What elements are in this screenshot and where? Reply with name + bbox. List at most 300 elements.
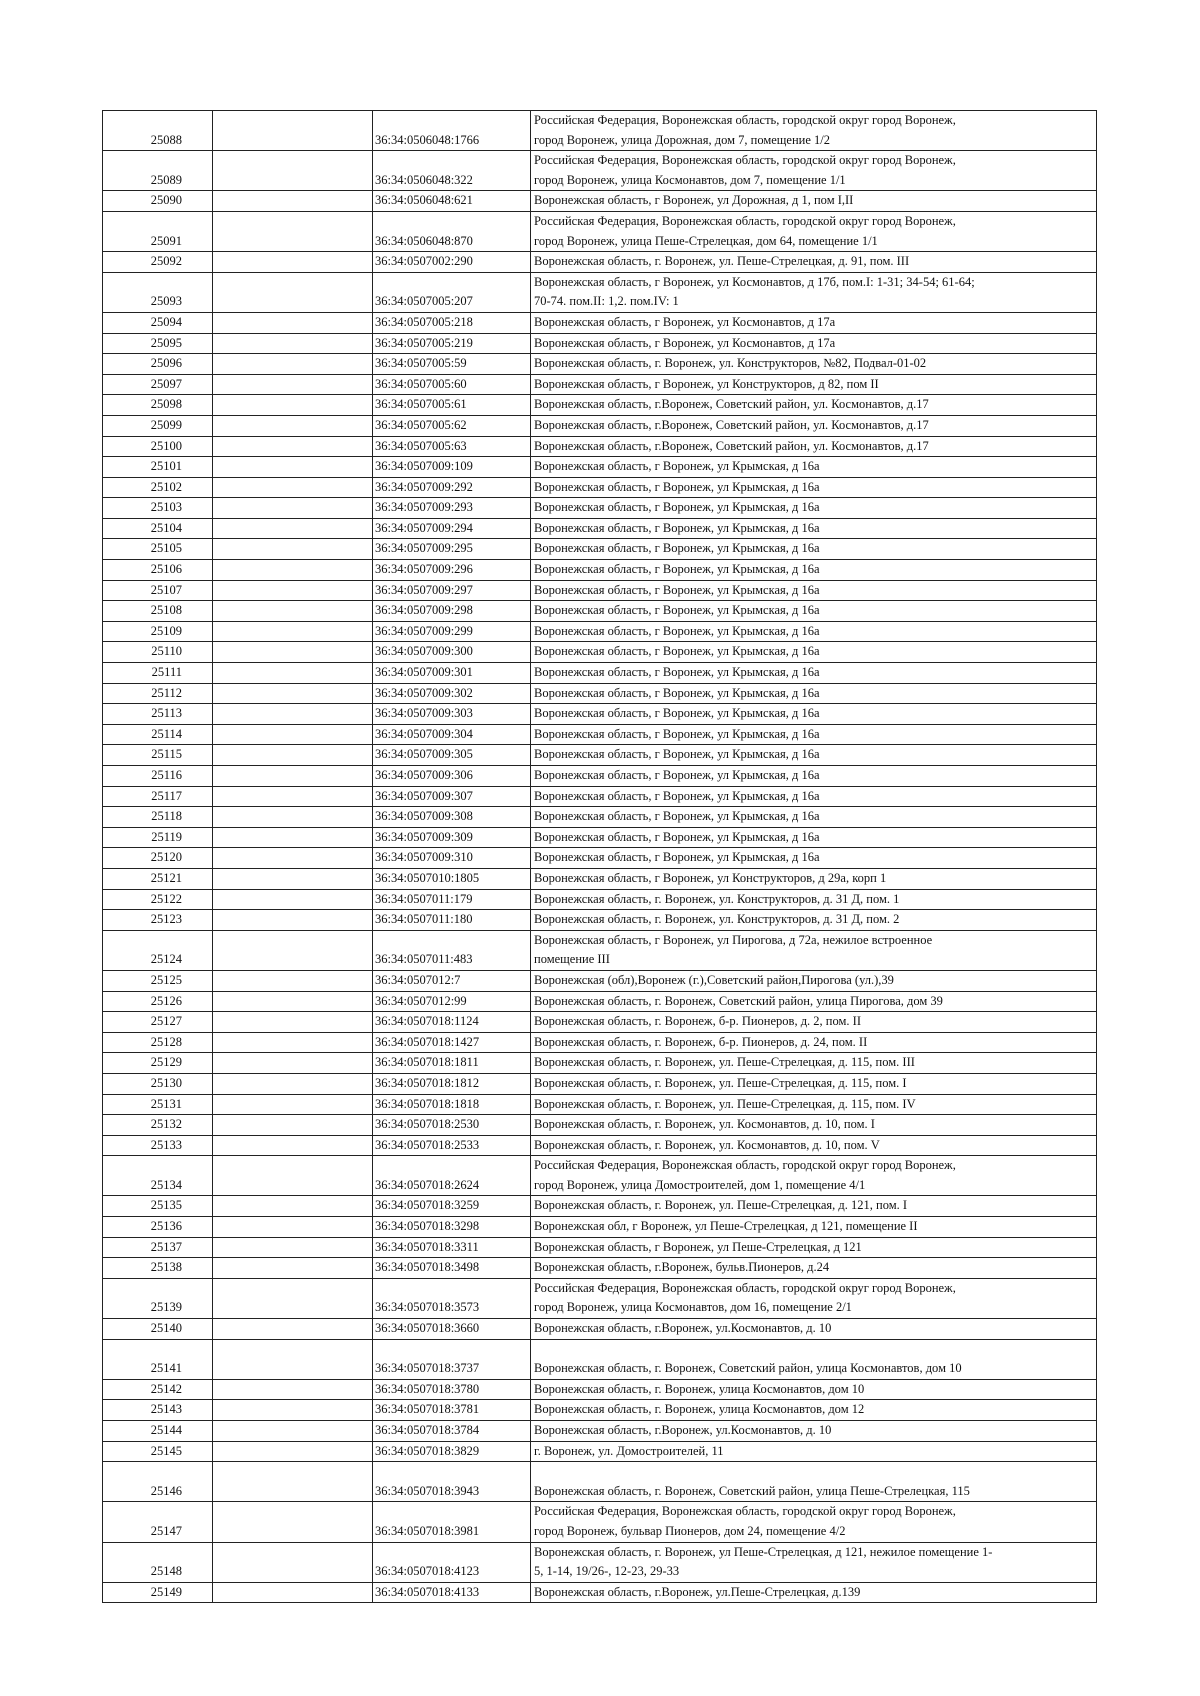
row-number-cell: 25147 xyxy=(103,1502,213,1542)
cadastral-number-cell: 36:34:0507009:301 xyxy=(373,663,531,684)
row-number-cell: 25136 xyxy=(103,1217,213,1238)
table-row xyxy=(103,560,1097,581)
address-cell: Российская Федерация, Воронежская область, городской округ город Воронеж, город Воронеж, бульвар Пионеров, дом 24, помещение 4/2 xyxy=(531,1502,1097,1542)
table-row xyxy=(103,1502,1097,1542)
cadastral-number-cell: 36:34:0506048:1766 xyxy=(373,111,531,151)
address-cell: Воронежская область, г. Воронеж, Советский район, улица Космонавтов, дом 10 xyxy=(531,1339,1097,1379)
address-cell: Воронежская область, г.Воронеж, ул.Пеше-Стрелецкая, д.139 xyxy=(531,1582,1097,1603)
empty-cell xyxy=(213,1400,373,1421)
table-row xyxy=(103,1258,1097,1279)
cadastral-number-cell: 36:34:0507012:7 xyxy=(373,970,531,991)
address-cell: Воронежская область, г Воронеж, ул Крымская, д 16а xyxy=(531,704,1097,725)
cadastral-number-cell: 36:34:0507012:99 xyxy=(373,991,531,1012)
row-number-cell: 25095 xyxy=(103,333,213,354)
empty-cell xyxy=(213,1441,373,1462)
table-row xyxy=(103,1196,1097,1217)
empty-cell xyxy=(213,374,373,395)
address-cell: Воронежская область, г Воронеж, ул Конструкторов, д 82, пом II xyxy=(531,374,1097,395)
address-cell: Воронежская область, г. Воронеж, ул. Космонавтов, д. 10, пом. V xyxy=(531,1135,1097,1156)
empty-cell xyxy=(213,518,373,539)
row-number-cell: 25110 xyxy=(103,642,213,663)
empty-cell xyxy=(213,477,373,498)
cadastral-number-cell: 36:34:0507018:3943 xyxy=(373,1462,531,1502)
empty-cell xyxy=(213,151,373,191)
row-number-cell: 25111 xyxy=(103,663,213,684)
address-cell: Воронежская область, г. Воронеж, ул. Пеше-Стрелецкая, д. 121, пом. I xyxy=(531,1196,1097,1217)
empty-cell xyxy=(213,1196,373,1217)
empty-cell xyxy=(213,1073,373,1094)
row-number-cell: 25098 xyxy=(103,395,213,416)
address-cell: Воронежская область, г. Воронеж, Советский район, улица Пирогова, дом 39 xyxy=(531,991,1097,1012)
empty-cell xyxy=(213,1032,373,1053)
address-cell: Воронежская область, г Воронеж, ул Пирогова, д 72а, нежилое встроенное помещение III xyxy=(531,930,1097,970)
table-row xyxy=(103,354,1097,375)
table-row xyxy=(103,539,1097,560)
cadastral-number-cell: 36:34:0507009:305 xyxy=(373,745,531,766)
row-number-cell: 25117 xyxy=(103,786,213,807)
row-number-cell: 25116 xyxy=(103,766,213,787)
row-number-cell: 25108 xyxy=(103,601,213,622)
empty-cell xyxy=(213,111,373,151)
row-number-cell: 25088 xyxy=(103,111,213,151)
row-number-cell: 25109 xyxy=(103,621,213,642)
address-cell: Воронежская область, г. Воронеж, ул. Пеше-Стрелецкая, д. 115, пом. III xyxy=(531,1053,1097,1074)
row-number-cell: 25138 xyxy=(103,1258,213,1279)
row-number-cell: 25119 xyxy=(103,827,213,848)
table-row xyxy=(103,151,1097,191)
empty-cell xyxy=(213,724,373,745)
empty-cell xyxy=(213,910,373,931)
empty-cell xyxy=(213,663,373,684)
row-number-cell: 25105 xyxy=(103,539,213,560)
row-number-cell: 25137 xyxy=(103,1237,213,1258)
row-number-cell: 25131 xyxy=(103,1094,213,1115)
table-row xyxy=(103,374,1097,395)
row-number-cell: 25133 xyxy=(103,1135,213,1156)
row-number-cell: 25128 xyxy=(103,1032,213,1053)
empty-cell xyxy=(213,930,373,970)
address-cell: Воронежская область, г. Воронеж, улица Космонавтов, дом 12 xyxy=(531,1400,1097,1421)
cadastral-number-cell: 36:34:0507002:290 xyxy=(373,252,531,273)
table-row xyxy=(103,889,1097,910)
address-cell: Воронежская область, г.Воронеж, ул.Космонавтов, д. 10 xyxy=(531,1421,1097,1442)
row-number-cell: 25125 xyxy=(103,970,213,991)
address-cell: Воронежская область, г Воронеж, ул Конструкторов, д 29а, корп 1 xyxy=(531,868,1097,889)
row-number-cell: 25126 xyxy=(103,991,213,1012)
cadastral-number-cell: 36:34:0507005:60 xyxy=(373,374,531,395)
table-row xyxy=(103,1115,1097,1136)
cadastral-number-cell: 36:34:0507005:218 xyxy=(373,312,531,333)
address-cell: г. Воронеж, ул. Домостроителей, 11 xyxy=(531,1441,1097,1462)
empty-cell xyxy=(213,786,373,807)
cadastral-number-cell: 36:34:0507018:3259 xyxy=(373,1196,531,1217)
row-number-cell: 25097 xyxy=(103,374,213,395)
address-cell: Воронежская область, г Воронеж, ул Крымская, д 16а xyxy=(531,683,1097,704)
row-number-cell: 25149 xyxy=(103,1582,213,1603)
table-row xyxy=(103,1053,1097,1074)
cadastral-number-cell: 36:34:0507009:300 xyxy=(373,642,531,663)
empty-cell xyxy=(213,457,373,478)
row-number-cell: 25127 xyxy=(103,1012,213,1033)
table-row xyxy=(103,477,1097,498)
cadastral-number-cell: 36:34:0507009:295 xyxy=(373,539,531,560)
row-number-cell: 25091 xyxy=(103,211,213,251)
table-row xyxy=(103,191,1097,212)
address-cell: Воронежская область, г.Воронеж, ул.Космонавтов, д. 10 xyxy=(531,1319,1097,1340)
empty-cell xyxy=(213,642,373,663)
empty-cell xyxy=(213,683,373,704)
table-row xyxy=(103,991,1097,1012)
row-number-cell: 25122 xyxy=(103,889,213,910)
cadastral-number-cell: 36:34:0507018:3660 xyxy=(373,1319,531,1340)
address-cell: Воронежская область, г Воронеж, ул Космонавтов, д 17а xyxy=(531,312,1097,333)
address-cell: Воронежская область, г Воронеж, ул Крымская, д 16а xyxy=(531,786,1097,807)
cadastral-number-cell: 36:34:0507009:296 xyxy=(373,560,531,581)
cadastral-number-cell: 36:34:0507005:62 xyxy=(373,415,531,436)
address-cell: Воронежская область, г. Воронеж, улица Космонавтов, дом 10 xyxy=(531,1379,1097,1400)
cadastral-number-cell: 36:34:0507011:180 xyxy=(373,910,531,931)
table-row xyxy=(103,111,1097,151)
address-cell: Воронежская область, г. Воронеж, ул. Конструкторов, д. 31 Д, пом. 2 xyxy=(531,910,1097,931)
row-number-cell: 25100 xyxy=(103,436,213,457)
table-row xyxy=(103,457,1097,478)
table-row xyxy=(103,1421,1097,1442)
address-cell: Воронежская область, г Воронеж, ул Крымская, д 16а xyxy=(531,724,1097,745)
row-number-cell: 25107 xyxy=(103,580,213,601)
row-number-cell: 25132 xyxy=(103,1115,213,1136)
empty-cell xyxy=(213,1502,373,1542)
cadastral-number-cell: 36:34:0507018:3298 xyxy=(373,1217,531,1238)
empty-cell xyxy=(213,436,373,457)
empty-cell xyxy=(213,1319,373,1340)
address-cell: Воронежская область, г. Воронеж, ул. Космонавтов, д. 10, пом. I xyxy=(531,1115,1097,1136)
empty-cell xyxy=(213,498,373,519)
empty-cell xyxy=(213,1339,373,1379)
table-row xyxy=(103,930,1097,970)
table-row xyxy=(103,621,1097,642)
empty-cell xyxy=(213,191,373,212)
table-row xyxy=(103,1217,1097,1238)
address-cell: Воронежская область, г Воронеж, ул Космонавтов, д 17б, пом.I: 1-31; 34-54; 61-64; 70-74. пом.II: 1,2. пом.IV: 1 xyxy=(531,272,1097,312)
registry-table-body xyxy=(103,111,1097,1603)
table-row xyxy=(103,252,1097,273)
empty-cell xyxy=(213,560,373,581)
table-row xyxy=(103,807,1097,828)
address-cell: Воронежская область, г Воронеж, ул Крымская, д 16а xyxy=(531,560,1097,581)
cadastral-number-cell: 36:34:0507010:1805 xyxy=(373,868,531,889)
empty-cell xyxy=(213,211,373,251)
empty-cell xyxy=(213,1278,373,1318)
table-row xyxy=(103,1156,1097,1196)
row-number-cell: 25118 xyxy=(103,807,213,828)
empty-cell xyxy=(213,1582,373,1603)
row-number-cell: 25096 xyxy=(103,354,213,375)
row-number-cell: 25124 xyxy=(103,930,213,970)
address-cell: Воронежская область, г. Воронеж, ул Пеше-Стрелецкая, д 121, нежилое помещение 1- 5, 1-14, 19/26-, 12-23, 29-33 xyxy=(531,1542,1097,1582)
empty-cell xyxy=(213,395,373,416)
cadastral-number-cell: 36:34:0507009:109 xyxy=(373,457,531,478)
cadastral-number-cell: 36:34:0507009:309 xyxy=(373,827,531,848)
table-row xyxy=(103,1339,1097,1379)
empty-cell xyxy=(213,415,373,436)
row-number-cell: 25114 xyxy=(103,724,213,745)
cadastral-number-cell: 36:34:0507009:302 xyxy=(373,683,531,704)
table-row xyxy=(103,1542,1097,1582)
cadastral-number-cell: 36:34:0507009:298 xyxy=(373,601,531,622)
table-row xyxy=(103,1237,1097,1258)
cadastral-number-cell: 36:34:0507009:293 xyxy=(373,498,531,519)
cadastral-number-cell: 36:34:0507009:307 xyxy=(373,786,531,807)
table-row xyxy=(103,868,1097,889)
row-number-cell: 25094 xyxy=(103,312,213,333)
table-row xyxy=(103,1135,1097,1156)
property-registry-table xyxy=(102,110,1097,1603)
cadastral-number-cell: 36:34:0507018:1124 xyxy=(373,1012,531,1033)
address-cell: Воронежская область, г Воронеж, ул Крымская, д 16а xyxy=(531,848,1097,869)
row-number-cell: 25121 xyxy=(103,868,213,889)
table-row xyxy=(103,436,1097,457)
row-number-cell: 25115 xyxy=(103,745,213,766)
table-row xyxy=(103,1400,1097,1421)
empty-cell xyxy=(213,1258,373,1279)
table-row xyxy=(103,683,1097,704)
cadastral-number-cell: 36:34:0507009:308 xyxy=(373,807,531,828)
row-number-cell: 25106 xyxy=(103,560,213,581)
cadastral-number-cell: 36:34:0507018:3737 xyxy=(373,1339,531,1379)
table-row xyxy=(103,848,1097,869)
row-number-cell: 25143 xyxy=(103,1400,213,1421)
cadastral-number-cell: 36:34:0507018:4123 xyxy=(373,1542,531,1582)
cadastral-number-cell: 36:34:0507011:483 xyxy=(373,930,531,970)
empty-cell xyxy=(213,539,373,560)
cadastral-number-cell: 36:34:0507018:4133 xyxy=(373,1582,531,1603)
table-row xyxy=(103,211,1097,251)
table-row xyxy=(103,1582,1097,1603)
empty-cell xyxy=(213,1217,373,1238)
table-row xyxy=(103,1094,1097,1115)
cadastral-number-cell: 36:34:0507009:310 xyxy=(373,848,531,869)
cadastral-number-cell: 36:34:0507011:179 xyxy=(373,889,531,910)
table-row xyxy=(103,333,1097,354)
table-row xyxy=(103,766,1097,787)
empty-cell xyxy=(213,252,373,273)
row-number-cell: 25101 xyxy=(103,457,213,478)
row-number-cell: 25102 xyxy=(103,477,213,498)
cadastral-number-cell: 36:34:0507009:297 xyxy=(373,580,531,601)
empty-cell xyxy=(213,1379,373,1400)
cadastral-number-cell: 36:34:0507018:3981 xyxy=(373,1502,531,1542)
address-cell: Воронежская область, г Воронеж, ул Крымская, д 16а xyxy=(531,518,1097,539)
table-row xyxy=(103,1032,1097,1053)
empty-cell xyxy=(213,704,373,725)
empty-cell xyxy=(213,1542,373,1582)
table-row xyxy=(103,1379,1097,1400)
address-cell: Воронежская область, г Воронеж, ул Дорожная, д 1, пом I,II xyxy=(531,191,1097,212)
row-number-cell: 25099 xyxy=(103,415,213,436)
address-cell: Воронежская область, г. Воронеж, б-р. Пионеров, д. 24, пом. II xyxy=(531,1032,1097,1053)
table-row xyxy=(103,1441,1097,1462)
row-number-cell: 25093 xyxy=(103,272,213,312)
cadastral-number-cell: 36:34:0507005:61 xyxy=(373,395,531,416)
cadastral-number-cell: 36:34:0506048:621 xyxy=(373,191,531,212)
empty-cell xyxy=(213,580,373,601)
cadastral-number-cell: 36:34:0507018:3498 xyxy=(373,1258,531,1279)
table-row xyxy=(103,1278,1097,1318)
table-row xyxy=(103,312,1097,333)
table-row xyxy=(103,601,1097,622)
address-cell: Воронежская область, г. Воронеж, ул. Конструкторов, №82, Подвал-01-02 xyxy=(531,354,1097,375)
address-cell: Воронежская область, г.Воронеж, Советский район, ул. Космонавтов, д.17 xyxy=(531,415,1097,436)
address-cell: Воронежская (обл),Воронеж (г.),Советский район,Пирогова (ул.),39 xyxy=(531,970,1097,991)
empty-cell xyxy=(213,1462,373,1502)
row-number-cell: 25146 xyxy=(103,1462,213,1502)
table-row xyxy=(103,642,1097,663)
row-number-cell: 25145 xyxy=(103,1441,213,1462)
empty-cell xyxy=(213,827,373,848)
table-row xyxy=(103,745,1097,766)
table-row xyxy=(103,910,1097,931)
cadastral-number-cell: 36:34:0506048:870 xyxy=(373,211,531,251)
row-number-cell: 25140 xyxy=(103,1319,213,1340)
address-cell: Воронежская область, г Воронеж, ул Крымская, д 16а xyxy=(531,827,1097,848)
row-number-cell: 25103 xyxy=(103,498,213,519)
table-row xyxy=(103,272,1097,312)
row-number-cell: 25144 xyxy=(103,1421,213,1442)
row-number-cell: 25089 xyxy=(103,151,213,191)
row-number-cell: 25135 xyxy=(103,1196,213,1217)
address-cell: Воронежская область, г.Воронеж, Советский район, ул. Космонавтов, д.17 xyxy=(531,395,1097,416)
empty-cell xyxy=(213,333,373,354)
address-cell: Воронежская область, г Воронеж, ул Крымская, д 16а xyxy=(531,766,1097,787)
address-cell: Воронежская область, г. Воронеж, ул. Конструкторов, д. 31 Д, пом. 1 xyxy=(531,889,1097,910)
cadastral-number-cell: 36:34:0507018:3781 xyxy=(373,1400,531,1421)
address-cell: Воронежская область, г Воронеж, ул Пеше-Стрелецкая, д 121 xyxy=(531,1237,1097,1258)
table-row xyxy=(103,1462,1097,1502)
empty-cell xyxy=(213,1012,373,1033)
table-row xyxy=(103,724,1097,745)
row-number-cell: 25141 xyxy=(103,1339,213,1379)
table-row xyxy=(103,970,1097,991)
address-cell: Воронежская область, г. Воронеж, ул. Пеше-Стрелецкая, д. 91, пом. III xyxy=(531,252,1097,273)
empty-cell xyxy=(213,621,373,642)
empty-cell xyxy=(213,889,373,910)
empty-cell xyxy=(213,991,373,1012)
cadastral-number-cell: 36:34:0507009:299 xyxy=(373,621,531,642)
address-cell: Воронежская область, г Воронеж, ул Крымская, д 16а xyxy=(531,621,1097,642)
address-cell: Воронежская область, г.Воронеж, бульв.Пионеров, д.24 xyxy=(531,1258,1097,1279)
empty-cell xyxy=(213,1237,373,1258)
row-number-cell: 25120 xyxy=(103,848,213,869)
address-cell: Воронежская область, г Воронеж, ул Крымская, д 16а xyxy=(531,477,1097,498)
cadastral-number-cell: 36:34:0507018:1427 xyxy=(373,1032,531,1053)
address-cell: Воронежская область, г. Воронеж, ул. Пеше-Стрелецкая, д. 115, пом. I xyxy=(531,1073,1097,1094)
empty-cell xyxy=(213,601,373,622)
empty-cell xyxy=(213,848,373,869)
table-row xyxy=(103,704,1097,725)
address-cell: Воронежская область, г Воронеж, ул Крымская, д 16а xyxy=(531,745,1097,766)
address-cell: Воронежская область, г Воронеж, ул Крымская, д 16а xyxy=(531,457,1097,478)
address-cell: Воронежская область, г Воронеж, ул Крымская, д 16а xyxy=(531,580,1097,601)
empty-cell xyxy=(213,1156,373,1196)
cadastral-number-cell: 36:34:0507005:59 xyxy=(373,354,531,375)
cadastral-number-cell: 36:34:0507018:3780 xyxy=(373,1379,531,1400)
cadastral-number-cell: 36:34:0507018:3573 xyxy=(373,1278,531,1318)
cadastral-number-cell: 36:34:0507018:1818 xyxy=(373,1094,531,1115)
empty-cell xyxy=(213,766,373,787)
empty-cell xyxy=(213,1421,373,1442)
table-row xyxy=(103,1073,1097,1094)
cadastral-number-cell: 36:34:0507005:219 xyxy=(373,333,531,354)
address-cell: Российская Федерация, Воронежская область, городской округ город Воронеж, город Воронеж, улица Дорожная, дом 7, помещение 1/2 xyxy=(531,111,1097,151)
empty-cell xyxy=(213,745,373,766)
address-cell: Воронежская область, г Воронеж, ул Крымская, д 16а xyxy=(531,807,1097,828)
cadastral-number-cell: 36:34:0507018:2533 xyxy=(373,1135,531,1156)
table-row xyxy=(103,827,1097,848)
row-number-cell: 25139 xyxy=(103,1278,213,1318)
address-cell: Воронежская область, г Воронеж, ул Крымская, д 16а xyxy=(531,642,1097,663)
cadastral-number-cell: 36:34:0507018:1811 xyxy=(373,1053,531,1074)
row-number-cell: 25134 xyxy=(103,1156,213,1196)
address-cell: Российская Федерация, Воронежская область, городской округ город Воронеж, город Воронеж, улица Домостроителей, дом 1, помещение 4/1 xyxy=(531,1156,1097,1196)
cadastral-number-cell: 36:34:0507009:303 xyxy=(373,704,531,725)
address-cell: Воронежская область, г Воронеж, ул Крымская, д 16а xyxy=(531,601,1097,622)
row-number-cell: 25092 xyxy=(103,252,213,273)
empty-cell xyxy=(213,1053,373,1074)
cadastral-number-cell: 36:34:0507018:2624 xyxy=(373,1156,531,1196)
address-cell: Российская Федерация, Воронежская область, городской округ город Воронеж, город Воронеж, улица Пеше-Стрелецкая, дом 64, помещение 1/1 xyxy=(531,211,1097,251)
cadastral-number-cell: 36:34:0507005:63 xyxy=(373,436,531,457)
cadastral-number-cell: 36:34:0507018:3784 xyxy=(373,1421,531,1442)
table-row xyxy=(103,1319,1097,1340)
cadastral-number-cell: 36:34:0507009:304 xyxy=(373,724,531,745)
row-number-cell: 25142 xyxy=(103,1379,213,1400)
row-number-cell: 25148 xyxy=(103,1542,213,1582)
table-row xyxy=(103,498,1097,519)
empty-cell xyxy=(213,970,373,991)
address-cell: Воронежская область, г Воронеж, ул Крымская, д 16а xyxy=(531,539,1097,560)
row-number-cell: 25123 xyxy=(103,910,213,931)
empty-cell xyxy=(213,1094,373,1115)
address-cell: Российская Федерация, Воронежская область, городской округ город Воронеж, город Воронеж, улица Космонавтов, дом 16, помещение 2/1 xyxy=(531,1278,1097,1318)
empty-cell xyxy=(213,807,373,828)
empty-cell xyxy=(213,868,373,889)
table-row xyxy=(103,580,1097,601)
cadastral-number-cell: 36:34:0506048:322 xyxy=(373,151,531,191)
cadastral-number-cell: 36:34:0507009:292 xyxy=(373,477,531,498)
row-number-cell: 25090 xyxy=(103,191,213,212)
address-cell: Воронежская область, г. Воронеж, б-р. Пионеров, д. 2, пом. II xyxy=(531,1012,1097,1033)
address-cell: Воронежская обл, г Воронеж, ул Пеше-Стрелецкая, д 121, помещение II xyxy=(531,1217,1097,1238)
cadastral-number-cell: 36:34:0507009:294 xyxy=(373,518,531,539)
address-cell: Воронежская область, г. Воронеж, ул. Пеше-Стрелецкая, д. 115, пом. IV xyxy=(531,1094,1097,1115)
empty-cell xyxy=(213,354,373,375)
address-cell: Воронежская область, г Воронеж, ул Крымская, д 16а xyxy=(531,498,1097,519)
table-row xyxy=(103,415,1097,436)
row-number-cell: 25104 xyxy=(103,518,213,539)
table-row xyxy=(103,518,1097,539)
cadastral-number-cell: 36:34:0507009:306 xyxy=(373,766,531,787)
table-row xyxy=(103,663,1097,684)
empty-cell xyxy=(213,1135,373,1156)
row-number-cell: 25129 xyxy=(103,1053,213,1074)
table-row xyxy=(103,786,1097,807)
row-number-cell: 25113 xyxy=(103,704,213,725)
table-row xyxy=(103,395,1097,416)
cadastral-number-cell: 36:34:0507018:1812 xyxy=(373,1073,531,1094)
empty-cell xyxy=(213,312,373,333)
address-cell: Воронежская область, г Воронеж, ул Космонавтов, д 17а xyxy=(531,333,1097,354)
address-cell: Российская Федерация, Воронежская область, городской округ город Воронеж, город Воронеж, улица Космонавтов, дом 7, помещение 1/1 xyxy=(531,151,1097,191)
